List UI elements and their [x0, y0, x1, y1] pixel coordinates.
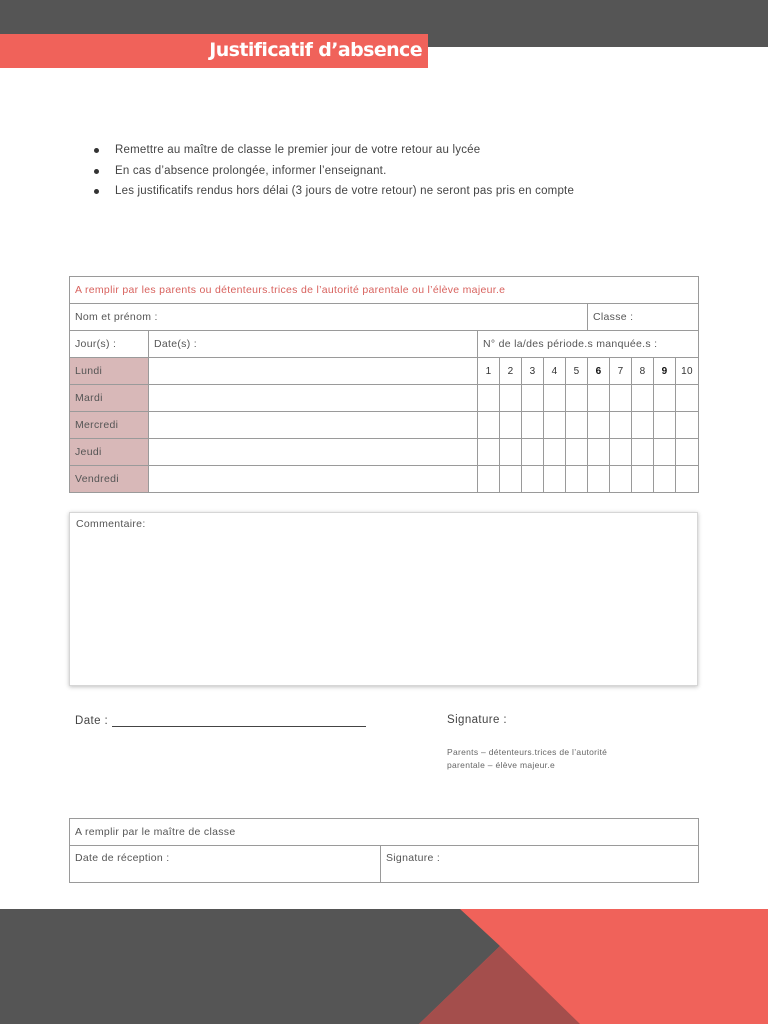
date-input[interactable] [149, 385, 478, 412]
teacher-table [69, 818, 699, 883]
day-cell-mercredi: Mercredi [70, 412, 149, 439]
period-box[interactable] [632, 412, 654, 439]
period-box[interactable] [654, 466, 676, 493]
period-box[interactable] [500, 385, 522, 412]
days-header: Jour(s) : [70, 331, 149, 358]
period-box[interactable] [478, 385, 500, 412]
period-box[interactable] [610, 385, 632, 412]
signature-label: Signature : [447, 714, 508, 726]
period-box[interactable] [478, 466, 500, 493]
period-box[interactable] [522, 439, 544, 466]
period-box[interactable] [500, 439, 522, 466]
period-number[interactable]: 3 [522, 358, 544, 385]
class-field[interactable]: Classe : [588, 304, 699, 331]
period-number[interactable]: 8 [632, 358, 654, 385]
name-field[interactable]: Nom et prénom : [70, 304, 588, 331]
date-input[interactable] [149, 466, 478, 493]
period-box[interactable] [632, 385, 654, 412]
period-box[interactable] [544, 385, 566, 412]
reception-date-field[interactable]: Date de réception : [70, 846, 381, 883]
period-number[interactable]: 4 [544, 358, 566, 385]
period-box[interactable] [632, 466, 654, 493]
page-title: Justificatif d’absence [209, 39, 422, 61]
footer-shapes [0, 909, 768, 1024]
period-box[interactable] [478, 412, 500, 439]
period-box[interactable] [588, 439, 610, 466]
day-cell-jeudi: Jeudi [70, 439, 149, 466]
period-box[interactable] [610, 439, 632, 466]
period-box[interactable] [566, 385, 588, 412]
instruction-item: Les justificatifs rendus hors délai (3 jours de votre retour) ne seront pas pris en compte [90, 181, 574, 202]
period-box[interactable] [544, 466, 566, 493]
dates-header: Date(s) : [149, 331, 478, 358]
period-box[interactable] [676, 385, 699, 412]
period-box[interactable] [588, 466, 610, 493]
instruction-item: En cas d’absence prolongée, informer l’enseignant. [90, 161, 574, 182]
period-box[interactable] [500, 466, 522, 493]
signature-note-line: Parents – détenteurs.trices de l’autorité [447, 747, 608, 757]
period-box[interactable] [676, 412, 699, 439]
period-box[interactable] [566, 439, 588, 466]
date-input[interactable] [149, 412, 478, 439]
teacher-signature-field[interactable]: Signature : [381, 846, 699, 883]
date-input[interactable] [149, 358, 478, 385]
date-underline[interactable] [112, 714, 366, 727]
period-box[interactable] [654, 412, 676, 439]
day-cell-mardi: Mardi [70, 385, 149, 412]
footer-band [0, 909, 768, 1024]
title-band [0, 34, 428, 68]
period-box[interactable] [566, 466, 588, 493]
signature-note-line: parentale – élève majeur.e [447, 760, 555, 770]
period-box[interactable] [676, 466, 699, 493]
period-box[interactable] [610, 466, 632, 493]
period-box[interactable] [610, 412, 632, 439]
period-number[interactable]: 2 [500, 358, 522, 385]
period-number[interactable]: 7 [610, 358, 632, 385]
period-box[interactable] [544, 412, 566, 439]
period-box[interactable] [632, 439, 654, 466]
parent-section-heading: A remplir par les parents ou détenteurs.trices de l’autorité parentale ou l’élève majeur.e [70, 277, 699, 304]
period-box[interactable] [544, 439, 566, 466]
period-box[interactable] [588, 412, 610, 439]
period-number[interactable]: 9 [654, 358, 676, 385]
signature-note [447, 746, 637, 772]
period-box[interactable] [522, 412, 544, 439]
date-label: Date : [75, 715, 109, 727]
period-box[interactable] [676, 439, 699, 466]
period-box[interactable] [522, 385, 544, 412]
period-number[interactable]: 10 [676, 358, 699, 385]
period-box[interactable] [522, 466, 544, 493]
period-box[interactable] [654, 439, 676, 466]
date-signature-row [75, 714, 366, 727]
period-number[interactable]: 6 [588, 358, 610, 385]
comment-box[interactable] [69, 512, 698, 686]
comment-label: Commentaire: [76, 518, 146, 530]
periods-header: N° de la/des période.s manquée.s : [478, 331, 699, 358]
day-cell-lundi: Lundi [70, 358, 149, 385]
instructions-list [90, 140, 574, 202]
day-cell-vendredi: Vendredi [70, 466, 149, 493]
period-box[interactable] [588, 385, 610, 412]
date-input[interactable] [149, 439, 478, 466]
teacher-section-heading: A remplir par le maître de classe [70, 819, 699, 846]
instruction-item: Remettre au maître de classe le premier jour de votre retour au lycée [90, 140, 574, 161]
absence-table [69, 276, 699, 493]
period-number[interactable]: 1 [478, 358, 500, 385]
period-box[interactable] [654, 385, 676, 412]
period-box[interactable] [500, 412, 522, 439]
period-box[interactable] [566, 412, 588, 439]
period-box[interactable] [478, 439, 500, 466]
period-number[interactable]: 5 [566, 358, 588, 385]
